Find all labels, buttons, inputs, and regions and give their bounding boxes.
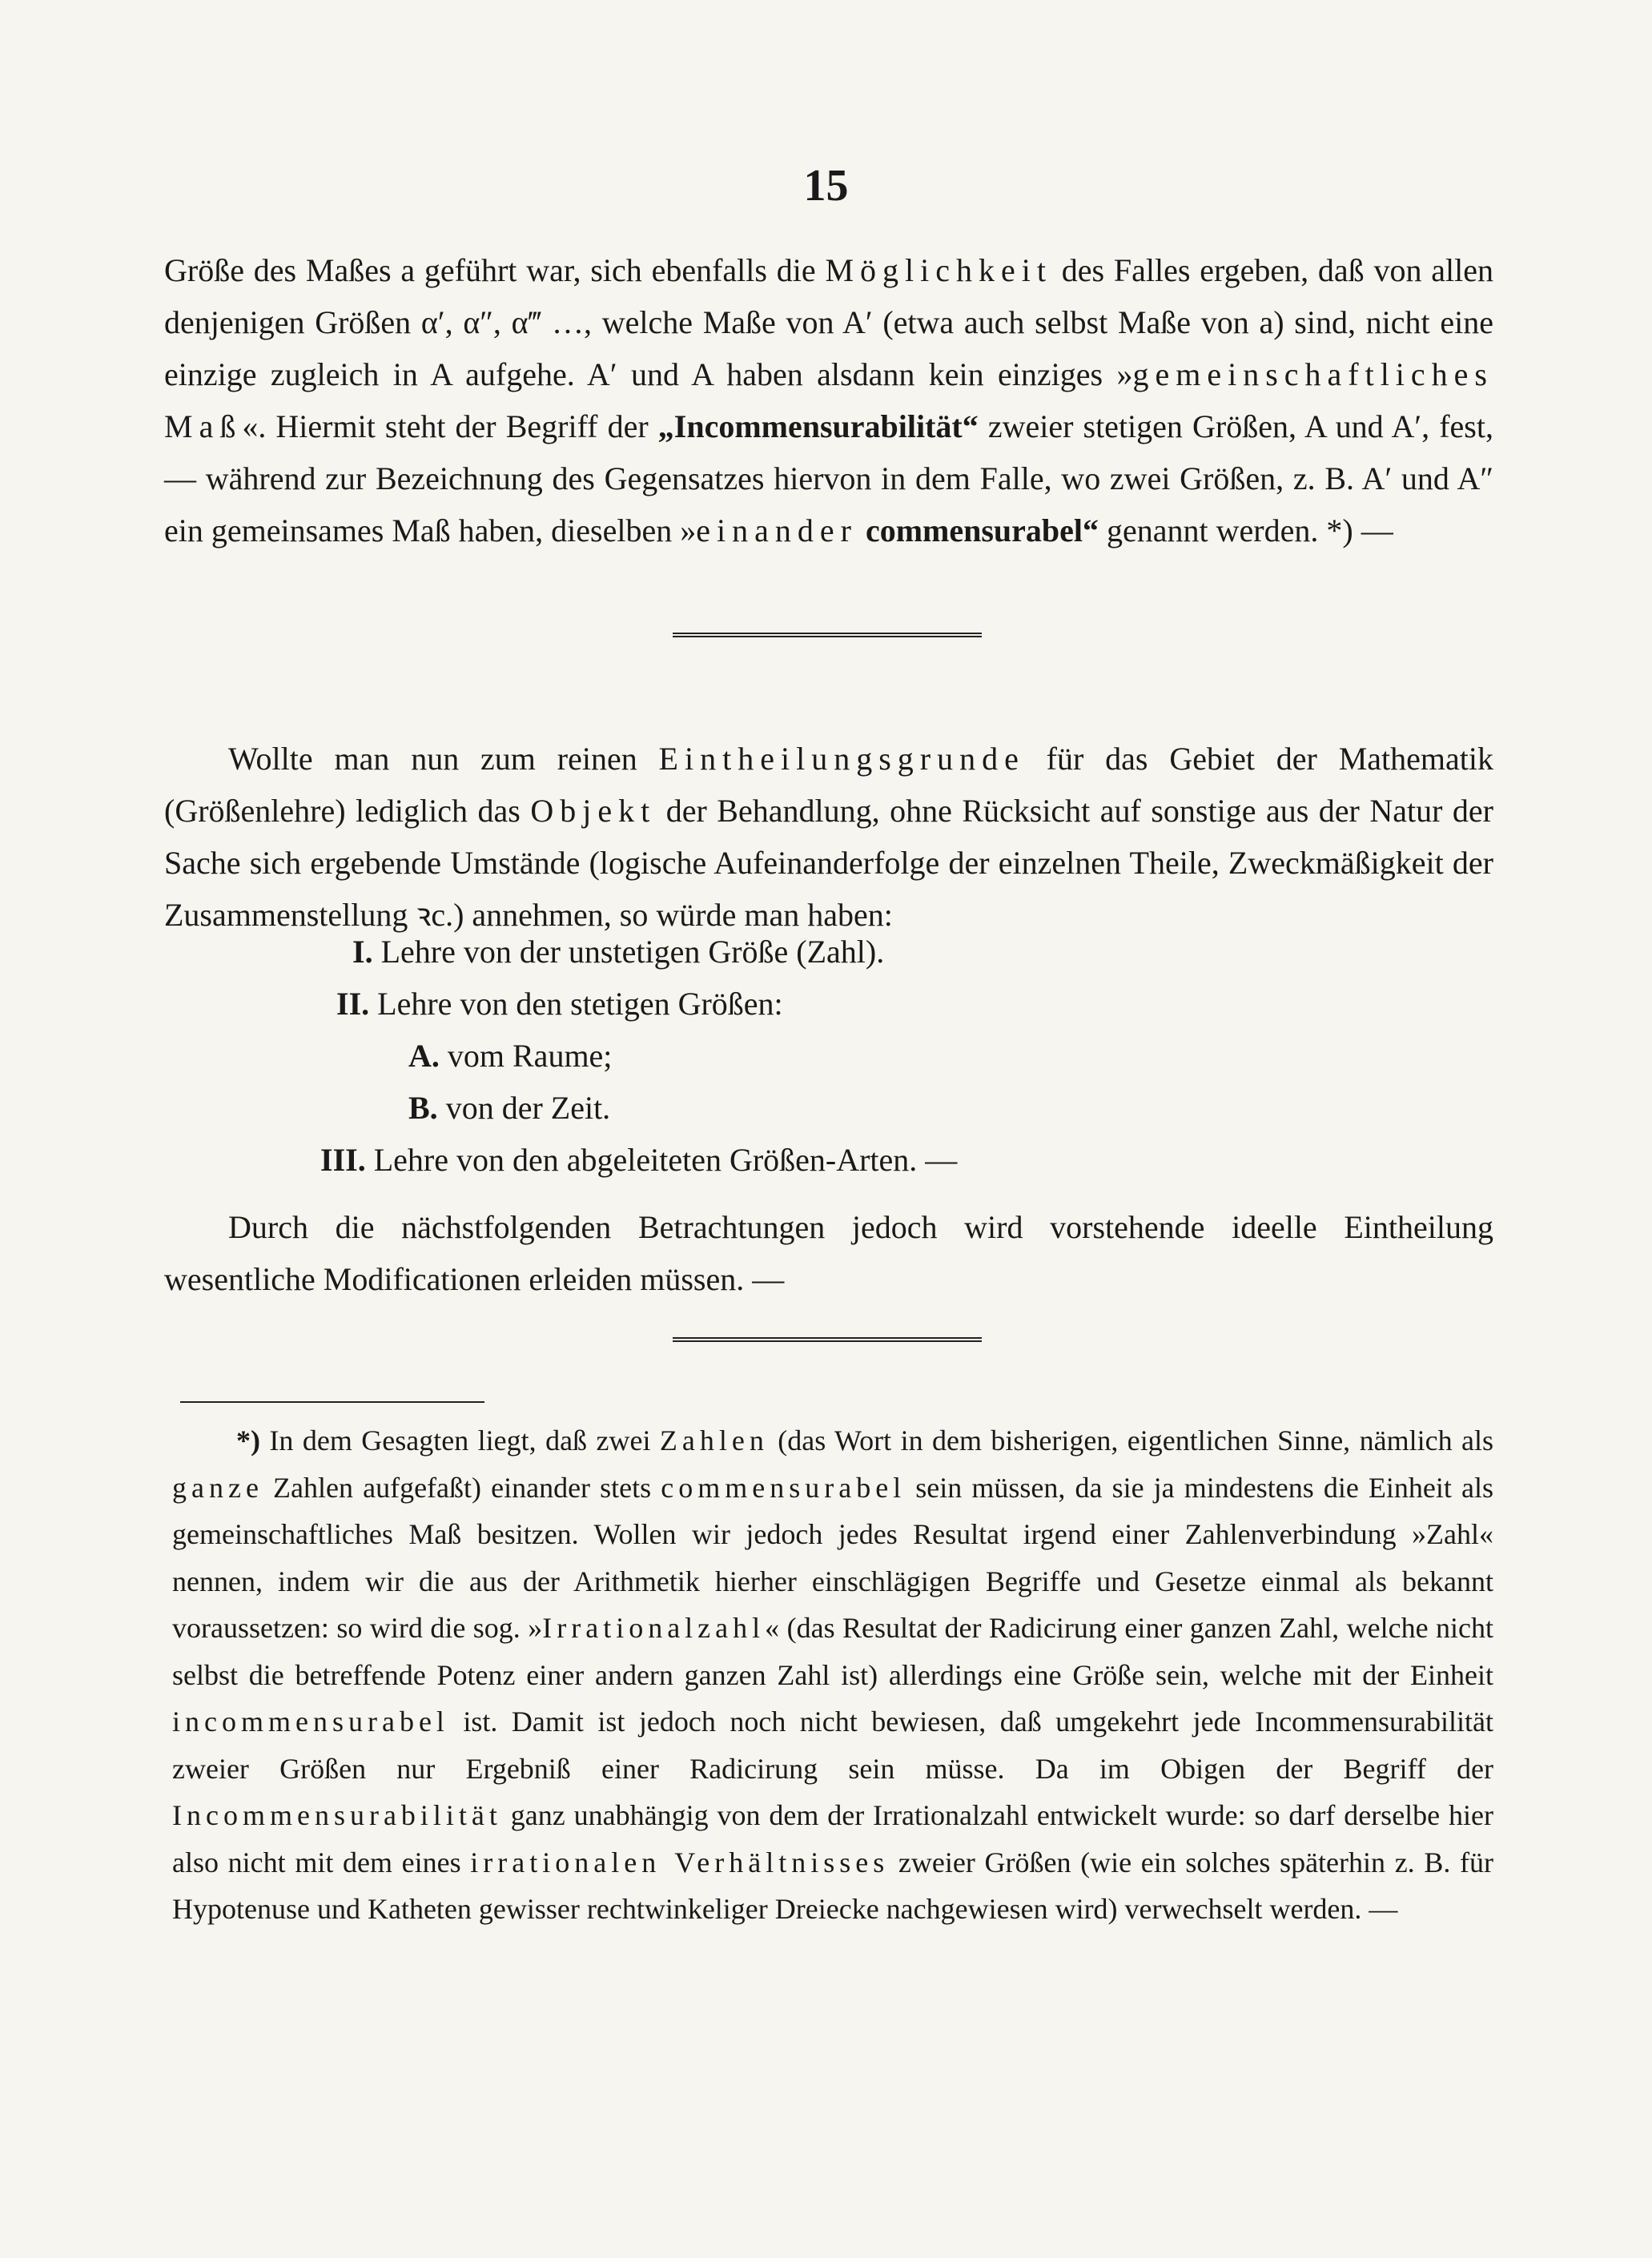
spaced-term-incommensurabilitaet: Incommensurabilität bbox=[172, 1799, 502, 1831]
text-run: Größe des Maßes a geführt war, sich ebenfalls die bbox=[164, 252, 826, 288]
text-run: ist. Damit ist jedoch noch nicht bewiesen, daß umgekehrt jede Incommensurabilität zweier Größen nur Ergebniß einer Radicirung sein müsse. Da im Obigen der Begriff der bbox=[172, 1706, 1493, 1785]
text-run: « (das Resultat der Radicirung einer ganzen Zahl, welche nicht selbst die betreffende Potenz einer andern ganzen Zahl ist) allerdings eine Größe sein, welche mit der Einheit bbox=[172, 1612, 1493, 1691]
outline-number: II. bbox=[336, 986, 370, 1022]
paragraph-classification bbox=[164, 733, 1493, 941]
text-run: sein müssen, da sie ja mindestens die Einheit als gemeinschaftliches Maß besitzen. Wollen wir jedoch jedes Resultat irgend einer Zahlenverbindung »Zahl« nennen, indem wir die aus der Arithmetik hierher einschlägigen Begriffe und Gesetze einmal als bekannt voraussetzen: so wird die sog. » bbox=[172, 1471, 1493, 1644]
text-run: Wollte man nun zum reinen bbox=[228, 741, 659, 777]
outline-number: III. bbox=[320, 1142, 366, 1178]
spaced-term-irrationalzahl: Irrationalzahl bbox=[542, 1612, 766, 1644]
spaced-term-objekt: Objekt bbox=[530, 793, 657, 829]
footnote-rule bbox=[180, 1401, 484, 1403]
text-run: des Falles ergeben, daß von allen denjenigen Größen α′, α″, α‴ …, welche Maße von A′ (etwa auch selbst Maße von a) sind, nicht eine einzige zugleich in A aufgehe. A′ und A haben alsdann kein einziges » bbox=[164, 252, 1493, 392]
text-run: (das Wort in dem bisherigen, eigentlichen Sinne, nämlich als bbox=[768, 1424, 1493, 1456]
text-run: genannt werden. *) — bbox=[1099, 512, 1393, 548]
paragraph-incommensurability bbox=[164, 244, 1493, 556]
text-run bbox=[858, 512, 866, 548]
paragraph-text: Durch die nächstfolgenden Betrachtungen jedoch wird vorstehende ideelle Eintheilung wesentliche Modificationen erleiden müssen. — bbox=[164, 1209, 1493, 1297]
outline-item-ii bbox=[336, 985, 783, 1023]
outline-text: Lehre von den stetigen Größen: bbox=[377, 986, 783, 1022]
spaced-term-ganze: ganze bbox=[172, 1471, 263, 1504]
outline-item-a bbox=[408, 1037, 612, 1075]
paragraph-text bbox=[164, 244, 1493, 556]
text-run: für das Gebiet der Mathematik (Größenlehre) lediglich das bbox=[164, 741, 1493, 829]
outline-number: A. bbox=[408, 1038, 440, 1074]
outline-item-i bbox=[352, 933, 884, 970]
outline-number: B. bbox=[408, 1090, 438, 1126]
bold-term-commensurabel: commensurabel“ bbox=[865, 512, 1099, 548]
text-run: In dem Gesagten liegt, daß zwei bbox=[260, 1424, 660, 1456]
footnote bbox=[172, 1417, 1493, 1933]
page-number: 15 bbox=[803, 161, 849, 211]
outline-text: vom Raume; bbox=[447, 1038, 613, 1074]
text-run: zweier stetigen Größen, A und A′, fest, — während zur Bezeichnung des Gegensatzes hiervon in dem Falle, wo zwei Größen, z. B. A′ und A″ ein gemeinsames Maß haben, dieselben » bbox=[164, 408, 1493, 548]
bold-term-incommensurabilitaet: „Incommensurabilität“ bbox=[657, 408, 979, 444]
outline-text: Lehre von den abgeleiteten Größen-Arten. — bbox=[373, 1142, 958, 1178]
text-run: ganz unabhängig von dem der Irrationalzahl entwickelt wurde: so darf derselbe hier also nicht mit dem eines bbox=[172, 1799, 1493, 1878]
spaced-term-commensurabel: commensurabel bbox=[661, 1471, 906, 1504]
spaced-term-einander: einander bbox=[696, 512, 858, 548]
paragraph-modifications bbox=[164, 1201, 1493, 1305]
outline-text: von der Zeit. bbox=[445, 1090, 611, 1126]
footnote-text bbox=[172, 1417, 1493, 1933]
paragraph-text bbox=[164, 733, 1493, 941]
spaced-term-moeglichkeit: Möglichkeit bbox=[825, 252, 1052, 288]
outline-number: I. bbox=[352, 934, 373, 970]
outline-item-b bbox=[408, 1089, 610, 1127]
spaced-term-gemeinschaftliches-mass: gemeinschaftliches Maß bbox=[164, 356, 1493, 444]
spaced-term-zahlen: Zahlen bbox=[659, 1424, 769, 1456]
footnote-mark: *) bbox=[236, 1424, 260, 1456]
outline-item-iii bbox=[320, 1141, 957, 1179]
text-run: Zahlen aufgefaßt) einander stets bbox=[263, 1471, 661, 1504]
text-run: «. Hiermit steht der Begriff der bbox=[242, 408, 658, 444]
text-run: der Behandlung, ohne Rücksicht auf sonstige aus der Natur der Sache sich ergebende Umstände (logische Aufeinanderfolge der einzelnen Theile, Zweckmäßigkeit der Zusammenstellung ꝛc.) annehmen, so würde man haben: bbox=[164, 793, 1494, 933]
outline-text: Lehre von der unstetigen Größe (Zahl). bbox=[380, 934, 885, 970]
section-divider bbox=[673, 633, 982, 637]
spaced-term-eintheilungsgrunde: Eintheilungsgrunde bbox=[658, 741, 1025, 777]
spaced-term-irrationalen-verhaeltnisses: irrationalen Verhältnisses bbox=[470, 1846, 890, 1878]
spaced-term-incommensurabel: incommensurabel bbox=[172, 1706, 449, 1738]
section-divider bbox=[673, 1337, 982, 1342]
text-run: zweier Größen (wie ein solches späterhin z. B. für Hypotenuse und Katheten gewisser rechtwinkeliger Dreiecke nachgewiesen wird) verwechselt werden. — bbox=[172, 1846, 1493, 1925]
